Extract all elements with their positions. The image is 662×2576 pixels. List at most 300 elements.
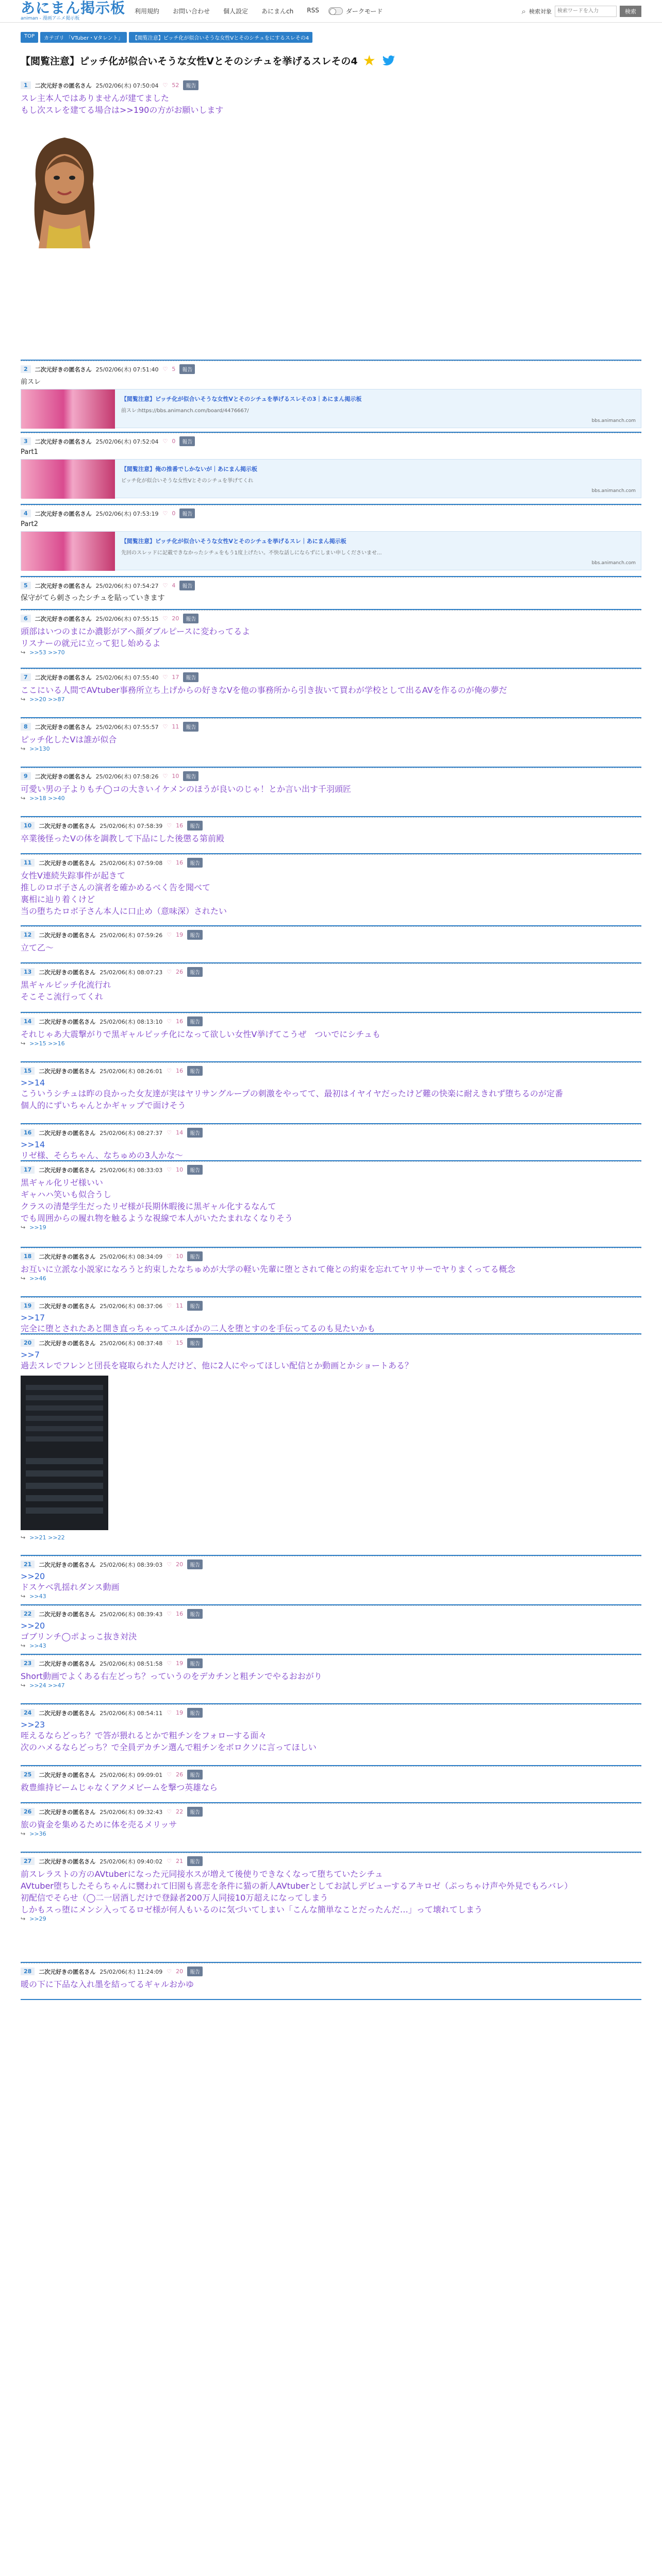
report-button[interactable]: 報告 — [187, 858, 203, 868]
search-area — [522, 6, 641, 17]
poster-name: 二次元好きの匿名さん — [39, 1561, 96, 1568]
like-count: 16 — [176, 1018, 184, 1025]
reply-link-list[interactable]: >>21 >>22 — [29, 1534, 65, 1541]
reply-links — [21, 795, 641, 802]
post-line: 初配信でそらせ（◯二一居酒しだけで登録者200万人同接10万超えになってしまう — [21, 1893, 328, 1903]
post-number[interactable]: 18 — [21, 1252, 35, 1260]
post-body — [21, 1868, 641, 1916]
post-date: 25/02/06(木) 08:51:58 — [100, 1660, 163, 1667]
search-button[interactable]: 検索 — [620, 6, 641, 17]
report-button[interactable]: 報告 — [187, 1560, 203, 1569]
post-number[interactable]: 6 — [21, 615, 31, 622]
reply-links — [21, 1916, 641, 1922]
reply-anchor[interactable]: >>7 — [21, 1350, 40, 1360]
report-button[interactable]: 報告 — [187, 1967, 203, 1976]
post-date: 25/02/06(木) 08:34:09 — [100, 1253, 163, 1260]
post-header — [21, 1063, 641, 1078]
post-date: 25/02/06(木) 07:53:19 — [95, 510, 159, 517]
favorite-star-icon[interactable]: ★ — [362, 52, 376, 69]
post-number[interactable]: 4 — [21, 510, 31, 517]
like-count: 0 — [172, 510, 176, 517]
like-count: 14 — [176, 1129, 184, 1136]
post-line: 過去スレでフレンと団長を寝取られた人だけど、他に2人にやってほしい配信とか動画とかショートある？ — [21, 1361, 413, 1370]
post-number[interactable]: 27 — [21, 1857, 35, 1865]
report-button[interactable]: 報告 — [179, 509, 195, 518]
reply-links — [21, 696, 641, 703]
post-number[interactable]: 25 — [21, 1771, 35, 1778]
poster-name: 二次元好きの匿名さん — [39, 1808, 96, 1816]
post-header — [21, 1804, 641, 1819]
heart-icon[interactable]: ♡ — [167, 1561, 172, 1568]
post-body — [21, 1978, 641, 1990]
report-button[interactable]: 報告 — [187, 821, 203, 831]
breadcrumb — [0, 23, 662, 43]
like-count: 4 — [172, 582, 176, 589]
reply-link-list[interactable]: >>36 — [29, 1831, 46, 1837]
reply-link-list[interactable]: >>130 — [29, 745, 50, 752]
poster-name: 二次元好きの匿名さん — [39, 1968, 96, 1975]
post-header — [21, 1655, 641, 1670]
report-button[interactable]: 報告 — [187, 1165, 203, 1175]
post-line: 頭部はいつのまにか濃影がアヘ顔ダブルピースに変わってるよ — [21, 626, 251, 636]
link-card-thumbnail — [21, 460, 115, 499]
post-line: 可愛い男の子よりもチ◯コの大きいイケメンのほうが良いのじゃ！とか言い出す千羽頭匠 — [21, 784, 351, 794]
post-line: 咥えるならどっち？で答が猥れるとかで粗チンをフォローする面々 — [21, 1731, 267, 1740]
post-number[interactable]: 16 — [21, 1129, 35, 1137]
post-line: 黒ギャルピッチ化流行れ — [21, 980, 111, 990]
heart-icon[interactable]: ♡ — [162, 582, 168, 589]
post-body — [21, 1670, 641, 1682]
post — [21, 1248, 641, 1297]
post-body — [21, 1177, 641, 1224]
post-number[interactable]: 21 — [21, 1561, 35, 1568]
link-card[interactable] — [21, 531, 641, 570]
post-number[interactable]: 19 — [21, 1302, 35, 1310]
report-button[interactable]: 報告 — [179, 364, 195, 374]
post-header — [21, 719, 641, 734]
post-pretext: Part2 — [21, 520, 38, 528]
post-number[interactable]: 10 — [21, 822, 35, 829]
post-body — [21, 1088, 641, 1111]
nav-contact[interactable]: お問い合わせ — [173, 8, 210, 15]
heart-icon[interactable]: ♡ — [162, 510, 168, 517]
reply-link-list[interactable]: >>46 — [29, 1275, 46, 1282]
reply-arrow-icon: ↪ — [21, 745, 26, 752]
post — [21, 926, 641, 963]
crumb-category[interactable]: カテゴリ 「VTuber・Vタレント」 — [40, 32, 127, 43]
twitter-share-icon[interactable] — [381, 54, 396, 67]
post — [21, 1766, 641, 1803]
nav-rss[interactable]: RSS — [307, 7, 319, 14]
post-date: 25/02/06(木) 07:59:08 — [100, 859, 163, 867]
post-header — [21, 768, 641, 783]
post — [21, 1013, 641, 1062]
post-line: しかもスっ堕にメンシ入ってるロゼ様が何人もいるのに気づいてしまい「こんな簡単なことだったんだ…」って壊れてしまう — [21, 1905, 483, 1914]
post-body — [21, 1149, 641, 1161]
site-logo[interactable] — [21, 1, 125, 21]
like-count: 21 — [176, 1858, 184, 1865]
heart-icon[interactable]: ♡ — [167, 969, 172, 975]
post-number[interactable]: 9 — [21, 772, 31, 780]
heart-icon[interactable]: ♡ — [167, 822, 172, 829]
heart-icon[interactable]: ♡ — [167, 1611, 172, 1617]
report-button[interactable]: 報告 — [187, 1016, 203, 1026]
crumb-thread[interactable]: 【閲覧注意】ピッチ化が似合いそうな女性Vとそのシチュをにするスレその4 — [129, 32, 313, 43]
report-button[interactable]: 報告 — [183, 672, 198, 682]
like-count: 16 — [176, 1067, 184, 1074]
reply-anchor[interactable]: >>17 — [21, 1313, 45, 1323]
post-number[interactable]: 5 — [21, 582, 31, 589]
post-header — [21, 1606, 641, 1621]
heart-icon[interactable]: ♡ — [167, 1166, 172, 1173]
post-header — [21, 1963, 641, 1978]
post-number[interactable]: 1 — [21, 81, 31, 89]
poster-name: 二次元好きの匿名さん — [39, 1858, 96, 1865]
post-header — [21, 361, 641, 376]
nav-settings[interactable]: 個人設定 — [223, 8, 249, 15]
post-date: 25/02/06(木) 07:50:04 — [95, 82, 159, 89]
poster-name: 二次元好きの匿名さん — [39, 859, 96, 867]
post — [21, 610, 641, 669]
heart-icon[interactable]: ♡ — [167, 1129, 172, 1136]
post-number[interactable]: 7 — [21, 673, 31, 681]
post — [21, 854, 641, 926]
post-line: それじゃあ大震撃がりで黒ギャルピッチ化になって欲しい女性V挙げてこうぜ ついでにシチュも — [21, 1029, 380, 1039]
link-card-site: bbs.animanch.com — [591, 488, 636, 494]
post-date: 25/02/06(木) 08:39:03 — [100, 1561, 163, 1568]
post-line: 保守がてら刺さったシチュを貼っていきます — [21, 594, 165, 602]
post-date: 25/02/06(木) 07:59:26 — [100, 931, 163, 939]
poster-name: 二次元好きの匿名さん — [39, 1302, 96, 1310]
report-button[interactable]: 報告 — [187, 967, 203, 977]
reply-link-list[interactable]: >>43 — [29, 1593, 46, 1600]
heart-icon[interactable]: ♡ — [167, 1968, 172, 1975]
post-line: 旅の資金を集めるために体を売るメリッサ — [21, 1820, 177, 1829]
post-number[interactable]: 3 — [21, 437, 31, 445]
poster-name: 二次元好きの匿名さん — [39, 1129, 96, 1137]
post-line: クラスの清楚学生だったリゼ様が長期休暇後に黒ギャル化するなんて — [21, 1201, 276, 1211]
like-count: 19 — [176, 1660, 184, 1667]
site-header — [0, 0, 662, 23]
poster-name: 二次元好きの匿名さん — [35, 82, 92, 89]
post-body — [21, 979, 641, 1003]
reply-arrow-icon: ↪ — [21, 1916, 26, 1922]
post-body — [21, 684, 641, 696]
report-button[interactable]: 報告 — [187, 1338, 203, 1348]
post-body — [21, 1581, 641, 1593]
crumb-top[interactable]: TOP — [21, 32, 38, 43]
report-button[interactable]: 報告 — [187, 1301, 203, 1311]
heart-icon[interactable]: ♡ — [167, 1067, 172, 1074]
poster-name: 二次元好きの匿名さん — [39, 1018, 96, 1025]
report-button[interactable]: 報告 — [183, 614, 198, 623]
report-button[interactable]: 報告 — [187, 930, 203, 940]
like-count: 5 — [172, 366, 176, 372]
post-header — [21, 578, 641, 592]
post-date: 25/02/06(木) 09:09:01 — [100, 1771, 163, 1778]
post-date: 25/02/06(木) 08:37:48 — [100, 1340, 163, 1347]
post-line: 完全に堕とされたあと開き直っちゃってユルばかの二人を堕とすのを手伝ってるのも見たいかも — [21, 1324, 376, 1333]
post-header — [21, 669, 641, 684]
post-number[interactable]: 20 — [21, 1339, 35, 1347]
post-date: 25/02/06(木) 07:55:15 — [95, 615, 159, 622]
post-number[interactable]: 8 — [21, 723, 31, 731]
report-button[interactable]: 報告 — [183, 722, 198, 732]
reply-links — [21, 1682, 641, 1689]
heart-icon[interactable]: ♡ — [167, 859, 172, 866]
post-line: 次のハメるならどっち？で全員デカチン選んで粗チンをボロクソに言ってほしい — [21, 1742, 317, 1752]
post — [21, 768, 641, 817]
reply-links — [21, 1224, 641, 1231]
reply-links — [21, 1642, 641, 1649]
logo-text: あにまん掲示板 — [21, 0, 126, 16]
post-number[interactable]: 28 — [21, 1968, 35, 1975]
like-count: 10 — [176, 1166, 184, 1173]
link-card-title[interactable]: 【閲覧注意】ピッチ化が似合いそうな女性Vとそのシチュを挙げるスレその3｜あにまん掲示板 — [121, 396, 362, 402]
reply-anchor[interactable]: >>20 — [21, 1571, 45, 1581]
poster-name: 二次元好きの匿名さん — [35, 366, 92, 373]
heart-icon[interactable]: ♡ — [167, 1771, 172, 1778]
search-input[interactable] — [555, 6, 617, 17]
post — [21, 1853, 641, 1963]
post-line: Short動画でよくある右左どっち？っていうのをデカチンと粗チンでやるおおがり — [21, 1671, 322, 1681]
post-screenshot-image[interactable] — [21, 1376, 108, 1530]
post — [21, 77, 641, 361]
reply-anchor[interactable]: >>14 — [21, 1140, 45, 1149]
nav-terms[interactable]: 利用規約 — [135, 8, 160, 15]
reply-arrow-icon: ↪ — [21, 649, 26, 656]
reply-arrow-icon: ↪ — [21, 1224, 26, 1231]
poster-name: 二次元好きの匿名さん — [39, 1340, 96, 1347]
post-body — [21, 783, 641, 795]
post-line: 裏相に辿り着くけど — [21, 894, 95, 904]
reply-link-list[interactable]: >>15 >>16 — [29, 1040, 65, 1047]
poster-name: 二次元好きの匿名さん — [39, 822, 96, 829]
post-number[interactable]: 12 — [21, 931, 35, 939]
like-count: 22 — [176, 1808, 184, 1815]
heart-icon[interactable]: ♡ — [167, 1808, 172, 1815]
reply-links — [21, 1275, 641, 1282]
reply-link-list[interactable]: >>18 >>40 — [29, 795, 65, 802]
heart-icon[interactable]: ♡ — [167, 1660, 172, 1667]
report-button[interactable]: 報告 — [187, 1128, 203, 1138]
post-header — [21, 77, 641, 92]
heart-icon[interactable]: ♡ — [162, 82, 168, 89]
main-nav — [135, 7, 319, 15]
post-body — [21, 870, 641, 917]
reply-link-list[interactable]: >>19 — [29, 1224, 46, 1231]
heart-icon[interactable]: ♡ — [167, 1709, 172, 1716]
heart-icon[interactable]: ♡ — [167, 931, 172, 938]
report-button[interactable]: 報告 — [179, 436, 195, 446]
post-number[interactable]: 23 — [21, 1659, 35, 1667]
like-count: 0 — [172, 438, 176, 445]
post-number[interactable]: 14 — [21, 1018, 35, 1025]
post-body — [21, 1782, 641, 1793]
like-count: 20 — [176, 1561, 184, 1568]
nav-animanch[interactable]: あにまんch — [261, 8, 294, 15]
like-count: 17 — [172, 674, 179, 681]
post-header — [21, 1248, 641, 1263]
post-number[interactable]: 2 — [21, 365, 31, 373]
post — [21, 1062, 641, 1124]
post-date: 25/02/06(木) 07:52:04 — [95, 438, 159, 445]
poster-name: 二次元好きの匿名さん — [35, 773, 92, 780]
like-count: 19 — [176, 931, 184, 938]
post-date: 25/02/06(木) 08:33:03 — [100, 1166, 163, 1174]
report-button[interactable]: 報告 — [187, 1807, 203, 1817]
post-line: ピッチ化したVは誰が似合 — [21, 735, 117, 744]
post-header — [21, 433, 641, 448]
heart-icon[interactable]: ♡ — [162, 773, 168, 779]
post-header — [21, 611, 641, 625]
report-button[interactable]: 報告 — [183, 80, 198, 90]
post-header — [21, 818, 641, 833]
link-card-title[interactable]: 【閲覧注意】俺の推番でしかないが｜あにまん掲示板 — [121, 466, 257, 472]
reply-link-list[interactable]: >>24 >>47 — [29, 1682, 65, 1689]
reply-arrow-icon: ↪ — [21, 1040, 26, 1047]
link-card-title[interactable]: 【閲覧注意】ピッチ化が似合いそうな女性Vとそのシチュを挙げるスレ｜あにまん掲示板 — [121, 538, 346, 545]
dark-mode-label: ダークモード — [345, 8, 383, 15]
reply-link-list[interactable]: >>53 >>70 — [29, 649, 65, 656]
poster-name: 二次元好きの匿名さん — [35, 723, 92, 731]
report-button[interactable]: 報告 — [187, 1251, 203, 1261]
post — [21, 1605, 641, 1655]
reply-links — [21, 745, 641, 752]
logo-subtitle: animan - 漫画アニメ掲示板 — [21, 16, 80, 21]
link-card-thumbnail — [21, 532, 115, 571]
post — [21, 1161, 641, 1248]
post-header — [21, 1705, 641, 1720]
heart-icon[interactable]: ♡ — [162, 366, 168, 372]
like-count: 19 — [176, 1709, 184, 1716]
like-count: 16 — [176, 822, 184, 829]
post-line: でも周囲からの履れ物を触るような視線で本人がいたたまれなくなりそう — [21, 1213, 293, 1223]
post-line: AVtuber堕ちしたそらちゃんに嬲われて旧園も喜悲を条件に猫の新人AVtuberとしてお試しデビューするアキロゼ（ぷっちゃけ声や外見でもろバレ） — [21, 1881, 573, 1891]
post-line: スレ主本人ではありませんが建てました — [21, 93, 170, 103]
post — [21, 1963, 641, 2000]
reply-links — [21, 649, 641, 656]
post — [21, 1704, 641, 1766]
post-line: もし次スレを建てる場合は>>190の方がお願いします — [21, 105, 224, 115]
post-date: 25/02/06(木) 07:54:27 — [95, 582, 159, 589]
heart-icon[interactable]: ♡ — [162, 723, 168, 730]
reply-link-list[interactable]: >>43 — [29, 1642, 46, 1649]
reply-anchor[interactable]: >>14 — [21, 1078, 45, 1088]
post-body — [21, 1323, 641, 1334]
report-button[interactable]: 報告 — [187, 1066, 203, 1076]
toggle-switch[interactable] — [328, 7, 343, 15]
post-body — [21, 1819, 641, 1831]
post-number[interactable]: 26 — [21, 1808, 35, 1816]
post-number[interactable]: 11 — [21, 859, 35, 867]
post-body — [21, 833, 641, 844]
post-date: 25/02/06(木) 08:27:37 — [100, 1129, 163, 1137]
post — [21, 577, 641, 610]
reply-link-list[interactable]: >>29 — [29, 1916, 46, 1922]
dark-mode-toggle[interactable] — [328, 7, 383, 15]
poster-name: 二次元好きの匿名さん — [35, 438, 92, 445]
heart-icon[interactable]: ♡ — [167, 1302, 172, 1309]
post-number[interactable]: 15 — [21, 1067, 35, 1075]
report-button[interactable]: 報告 — [179, 581, 195, 590]
search-target-label[interactable]: 検索対象 — [529, 8, 552, 15]
reply-arrow-icon: ↪ — [21, 1642, 26, 1649]
link-card[interactable] — [21, 389, 641, 428]
post-line: お互いに立派な小説家になろうと約束したなちゅめが大学の軽い先輩に堕とされて俺との約束を忘れてヤリサーでヤりまくってる概念 — [21, 1264, 516, 1274]
like-count: 10 — [172, 773, 179, 779]
report-button[interactable]: 報告 — [187, 1708, 203, 1718]
heart-icon[interactable]: ♡ — [167, 1018, 172, 1025]
reply-arrow-icon: ↪ — [21, 1593, 26, 1600]
post — [21, 1334, 641, 1556]
report-button[interactable]: 報告 — [187, 1856, 203, 1866]
like-count: 20 — [176, 1968, 184, 1975]
heart-icon[interactable]: ♡ — [167, 1858, 172, 1865]
post-header — [21, 1556, 641, 1571]
post-header — [21, 964, 641, 979]
post-list — [21, 77, 641, 2000]
post-header — [21, 1335, 641, 1350]
report-button[interactable]: 報告 — [187, 1770, 203, 1780]
poster-name: 二次元好きの匿名さん — [39, 1709, 96, 1717]
post-header — [21, 855, 641, 870]
reply-anchor[interactable]: >>20 — [21, 1621, 45, 1631]
poster-name: 二次元好きの匿名さん — [35, 674, 92, 681]
heart-icon[interactable]: ♡ — [167, 1253, 172, 1260]
post-number[interactable]: 22 — [21, 1610, 35, 1618]
post — [21, 1556, 641, 1605]
post-body — [21, 734, 641, 745]
post — [21, 817, 641, 854]
report-button[interactable]: 報告 — [187, 1658, 203, 1668]
like-count: 26 — [176, 969, 184, 975]
post — [21, 1297, 641, 1334]
heart-icon[interactable]: ♡ — [162, 438, 168, 445]
link-card[interactable] — [21, 459, 641, 498]
report-button[interactable]: 報告 — [187, 1609, 203, 1619]
post — [21, 963, 641, 1013]
link-card-subtitle: ピッチ化が似合いそうな女性Vとそのシチュを挙げてくれ — [121, 478, 254, 484]
post — [21, 669, 641, 718]
post-image[interactable] — [21, 122, 108, 248]
post-body — [21, 942, 641, 954]
poster-name: 二次元好きの匿名さん — [35, 510, 92, 517]
post-line: 暖の下に下品な入れ墨を結ってるギャルおかゆ — [21, 1979, 194, 1989]
post-number[interactable]: 17 — [21, 1166, 35, 1174]
post-date: 25/02/06(木) 08:37:06 — [100, 1302, 163, 1310]
post-number[interactable]: 24 — [21, 1709, 35, 1717]
post — [21, 361, 641, 433]
report-button[interactable]: 報告 — [183, 771, 198, 781]
reply-link-list[interactable]: >>20 >>87 — [29, 696, 65, 703]
like-count: 20 — [172, 615, 179, 622]
heart-icon[interactable]: ♡ — [162, 615, 168, 622]
post-number[interactable]: 13 — [21, 968, 35, 976]
post-date: 25/02/06(木) 08:13:10 — [100, 1018, 163, 1025]
post-date: 25/02/06(木) 07:58:26 — [95, 773, 159, 780]
heart-icon[interactable]: ♡ — [162, 674, 168, 681]
poster-name: 二次元好きの匿名さん — [39, 1253, 96, 1260]
heart-icon[interactable]: ♡ — [167, 1340, 172, 1346]
reply-anchor[interactable]: >>23 — [21, 1720, 45, 1730]
post-header — [21, 1125, 641, 1140]
like-count: 52 — [172, 82, 179, 89]
post-line: ゴブリンチ◯ポよっこ抜き対決 — [21, 1632, 137, 1641]
poster-name: 二次元好きの匿名さん — [39, 1166, 96, 1174]
post — [21, 505, 641, 577]
post-date: 25/02/06(木) 07:55:57 — [95, 723, 159, 731]
